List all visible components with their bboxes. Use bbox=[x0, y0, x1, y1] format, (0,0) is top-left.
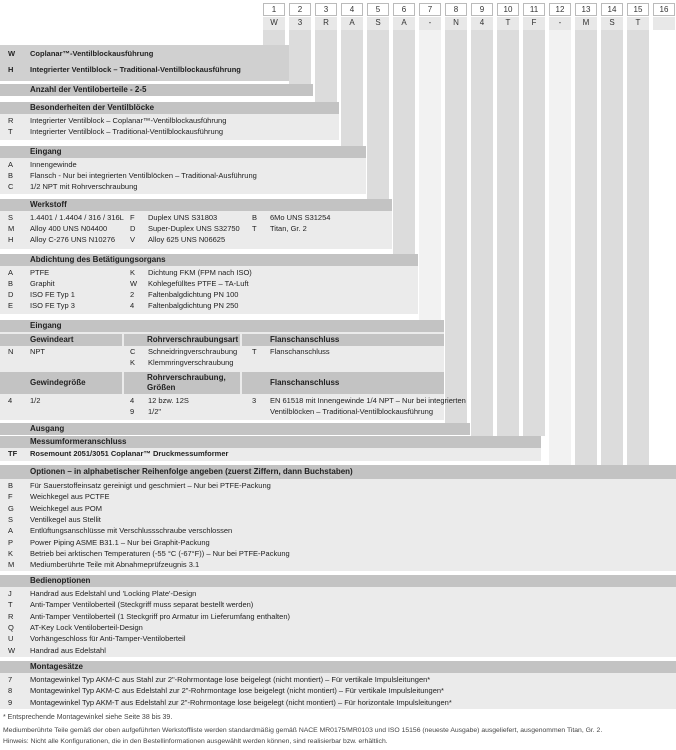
item-code: 9 bbox=[8, 697, 13, 707]
item-text: Betrieb bei arktischen Temperaturen (-55 °C (-67°F)) – Nur bei PTFE-Packung bbox=[30, 548, 290, 558]
item-text: Faltenbalgdichtung PN 250 bbox=[148, 301, 239, 310]
column-strip bbox=[497, 30, 519, 436]
besonderheiten-header: Besonderheiten der Ventilblöcke bbox=[0, 102, 339, 114]
item-code: W bbox=[130, 279, 138, 288]
code-value: 3 bbox=[289, 17, 311, 30]
code-value: 4 bbox=[471, 17, 493, 30]
item-text: Alloy 400 UNS N04400 bbox=[30, 224, 108, 233]
list-item-code: T bbox=[252, 347, 257, 356]
column-strip bbox=[263, 30, 285, 45]
item-code: M bbox=[8, 224, 15, 233]
item-text: Dichtung FKM (FPM nach ISO) bbox=[148, 268, 252, 277]
item-code: K bbox=[130, 268, 136, 277]
flansch2-header: Flanschanschluss bbox=[242, 372, 444, 394]
item-code: 7 bbox=[8, 675, 13, 684]
item-text: Alloy 625 UNS N06625 bbox=[148, 235, 226, 244]
item-code: 2 bbox=[130, 290, 135, 299]
column-strip bbox=[471, 30, 493, 436]
montagesaetze-body bbox=[0, 673, 676, 709]
item-code: J bbox=[8, 589, 12, 598]
code-value: T bbox=[497, 17, 519, 30]
column-strip bbox=[289, 30, 311, 84]
item-code: G bbox=[8, 503, 14, 513]
code-position-number: 5 bbox=[367, 3, 389, 16]
footnote-star: * Entsprechende Montagewinkel siehe Seite 38 bis 39. bbox=[3, 714, 173, 721]
item-text: Alloy C-276 UNS N10276 bbox=[30, 235, 116, 244]
item-code: A bbox=[8, 268, 14, 277]
code-position-number: 3 bbox=[315, 3, 337, 16]
item-text: Weichkegel aus POM bbox=[30, 503, 102, 513]
list-item-code: K bbox=[130, 358, 136, 367]
code-position-number: 12 bbox=[549, 3, 571, 16]
item-code: E bbox=[8, 301, 14, 310]
werkstoff-header: Werkstoff bbox=[0, 199, 392, 211]
item-code: S bbox=[8, 514, 14, 524]
item-text: Graphit bbox=[30, 279, 55, 288]
list-item-code: C bbox=[130, 347, 136, 356]
flansch-header: Flanschanschluss bbox=[242, 334, 444, 346]
item-text: Handrad aus Edelstahl und 'Locking Plate'-Design bbox=[30, 589, 197, 598]
item-code: F bbox=[8, 492, 13, 502]
column-strip bbox=[419, 30, 441, 320]
code-value: N bbox=[445, 17, 467, 30]
column-strip bbox=[627, 30, 649, 465]
item-code: Q bbox=[8, 622, 14, 632]
list-item-code: 3 bbox=[252, 396, 257, 405]
item-text: Anti-Tamper Ventiloberteil (1 Steckgriff pro Armatur im Lieferumfang enthalten) bbox=[30, 611, 290, 621]
list-item-code: 4 bbox=[130, 396, 135, 405]
ausgang-header: Ausgang bbox=[0, 423, 470, 435]
code-position-number: 15 bbox=[627, 3, 649, 16]
list-item-text: EN 61518 mit Innengewinde 1/4 NPT – Nur bei integrierten bbox=[270, 396, 466, 405]
code-value bbox=[653, 17, 675, 30]
item-text: ISO FE Typ 3 bbox=[30, 301, 75, 310]
rohrgroesse-header: Rohrverschraubung, Größen bbox=[124, 372, 240, 394]
item-text: Montagewinkel Typ AKM-C aus Edelstahl zur 2"-Rohrmontage lose beigelegt (nicht montiert) – Für vertikale Impulsleitungen* bbox=[30, 686, 444, 696]
item-code: U bbox=[8, 634, 14, 644]
item-text: Mediumberührte Teile mit Abnahmeprüfzeugnis 3.1 bbox=[30, 560, 200, 570]
item-code: T bbox=[252, 224, 257, 233]
column-strip bbox=[315, 30, 337, 102]
item-code: M bbox=[8, 560, 15, 570]
item-text: Anti-Tamper Ventiloberteil (Steckgriff muss separat bestellt werden) bbox=[30, 600, 254, 610]
item-text: Weichkegel aus PCTFE bbox=[30, 492, 110, 502]
werkstoff-body bbox=[0, 211, 392, 249]
item-code: B bbox=[252, 213, 258, 222]
code-value: A bbox=[393, 17, 415, 30]
footnote-line1: Mediumberührte Teile gemäß der oben aufgeführten Werkstoffliste werden standardmäßig gemäß NACE MR0175/MR0103 und ISO 15156 (neueste Ausgabe) ausgeliefert, ausgenommen Titan, Gr. 2. bbox=[3, 727, 603, 734]
item-code: D bbox=[8, 290, 14, 299]
item-code: B bbox=[8, 481, 14, 490]
code-value: M bbox=[575, 17, 597, 30]
optionen-body bbox=[0, 479, 676, 571]
item-code: S bbox=[8, 213, 14, 222]
item-text: ISO FE Typ 1 bbox=[30, 290, 75, 299]
list-item-text: Flanschanschluss bbox=[270, 347, 330, 356]
bedienoptionen-body bbox=[0, 587, 676, 657]
anzahl-header: Anzahl der Ventiloberteile - 2-5 bbox=[0, 84, 313, 96]
item-code: K bbox=[8, 548, 14, 558]
eingang2-header: Eingang bbox=[0, 320, 444, 332]
column-strip bbox=[523, 30, 545, 436]
item-text: AT-Key Lock Ventiloberteil-Design bbox=[30, 622, 143, 632]
abdichtung-body bbox=[0, 266, 418, 314]
item-code: P bbox=[8, 537, 14, 547]
code-value: S bbox=[601, 17, 623, 30]
item-text: Kohlegefülltes PTFE – TA-Luft bbox=[148, 279, 249, 288]
code-value: R bbox=[315, 17, 337, 30]
eingang-header: Eingang bbox=[0, 146, 366, 158]
code-position-number: 4 bbox=[341, 3, 363, 16]
item-text: Faltenbalgdichtung PN 100 bbox=[148, 290, 239, 299]
item-text: Power Piping ASME B31.1 – Nur bei Graphit-Packung bbox=[30, 537, 210, 547]
item-text: 1.4401 / 1.4404 / 316 / 316L bbox=[30, 213, 124, 222]
list-item-code: 9 bbox=[130, 407, 135, 416]
bedienoptionen-header: Bedienoptionen bbox=[0, 575, 676, 587]
item-code: B bbox=[8, 279, 14, 288]
gewindeart-header: Gewindeart bbox=[0, 334, 122, 346]
item-text: Für Sauerstoffeinsatz gereinigt und geschmiert – Nur bei PTFE-Packung bbox=[30, 481, 271, 490]
column-strip bbox=[549, 30, 571, 465]
list-item-text: 12 bzw. 12S bbox=[148, 396, 189, 405]
item-code: W bbox=[8, 645, 16, 655]
item-text: PTFE bbox=[30, 268, 50, 277]
code-position-number: 7 bbox=[419, 3, 441, 16]
item-text: Titan, Gr. 2 bbox=[270, 224, 307, 233]
list-item-text: Schneidringverschraubung bbox=[148, 347, 238, 356]
code-value: W bbox=[263, 17, 285, 30]
item-code: 4 bbox=[130, 301, 135, 310]
column-strip bbox=[367, 30, 389, 199]
item-text: Ventilkegel aus Stellit bbox=[30, 514, 101, 524]
code-position-number: 11 bbox=[523, 3, 545, 16]
code-position-number: 13 bbox=[575, 3, 597, 16]
column-strip bbox=[601, 30, 623, 465]
code-position-number: 16 bbox=[653, 3, 675, 16]
optionen-header: Optionen – in alphabetischer Reihenfolge angeben (zuerst Ziffern, dann Buchstaben) bbox=[0, 465, 676, 479]
item-code: H bbox=[8, 235, 14, 244]
messumformer-body: TF Rosemount 2051/3051 Coplanar™ Druckmessumformer bbox=[0, 448, 541, 461]
code-position-number: 6 bbox=[393, 3, 415, 16]
code-position-number: 14 bbox=[601, 3, 623, 16]
code-position-number: 9 bbox=[471, 3, 493, 16]
besonderheiten-body: R Integrierter Ventilblock – Coplanar™-Ventilblockausführung T Integrierter Ventilblock – Traditional-Ventilblockausführung bbox=[0, 114, 339, 140]
montagesaetze-header: Montagesätze bbox=[0, 661, 676, 673]
footnote-line2: Hinweis: Nicht alle Konfigurationen, die in den Bestellinformationen ausgewählt werden können, sind realisierbar bzw. erhältlich. bbox=[3, 738, 388, 745]
list-item-text: Ventilblöcken – Traditional-Ventilblockausführung bbox=[270, 407, 434, 416]
code-position-number: 1 bbox=[263, 3, 285, 16]
item-code: T bbox=[8, 600, 13, 610]
code-value: - bbox=[419, 17, 441, 30]
item-text: 6Mo UNS S31254 bbox=[270, 213, 331, 222]
list-item-text: Klemmringverschraubung bbox=[148, 358, 234, 367]
top-options: W Coplanar™-Ventilblockausführung H Integrierter Ventilblock – Traditional-Ventilblockausführung bbox=[0, 45, 289, 81]
code-position-number: 8 bbox=[445, 3, 467, 16]
item-code: F bbox=[130, 213, 135, 222]
code-value: - bbox=[549, 17, 571, 30]
item-text: Montagewinkel Typ AKM-C aus Stahl zur 2"-Rohrmontage lose beigelegt (nicht montiert) – Für vertikale Impulsleitungen* bbox=[30, 675, 431, 684]
item-code: R bbox=[8, 611, 14, 621]
eingang-body: A Innengewinde B Flansch - Nur bei integrierten Ventilblöcken – Traditional-Ausführung C 1/2 NPT mit Rohrverschraubung bbox=[0, 158, 366, 194]
code-value: F bbox=[523, 17, 545, 30]
rohrart-header: Rohrverschraubungsart bbox=[124, 334, 240, 346]
item-text: Duplex UNS S31803 bbox=[148, 213, 218, 222]
column-strip bbox=[575, 30, 597, 465]
column-strip bbox=[445, 30, 467, 423]
code-value: A bbox=[341, 17, 363, 30]
code-position-number: 10 bbox=[497, 3, 519, 16]
item-code: A bbox=[8, 526, 14, 536]
item-text: Montagewinkel Typ AKM-T aus Edelstahl zur 2"-Rohrmontage lose beigelegt (nicht montiert) – Für horizontale Impulsleitungen* bbox=[30, 697, 452, 707]
item-code: V bbox=[130, 235, 136, 244]
column-strip bbox=[393, 30, 415, 254]
item-text: Handrad aus Edelstahl bbox=[30, 645, 106, 655]
messumformer-header: Messumformeranschluss bbox=[0, 436, 541, 448]
item-code: D bbox=[130, 224, 136, 233]
item-text: Vorhängeschloss für Anti-Tamper-Ventiloberteil bbox=[30, 634, 186, 644]
item-code: 8 bbox=[8, 686, 13, 696]
item-text: Entlüftungsanschlüsse mit Verschlussschraube verschlossen bbox=[30, 526, 233, 536]
code-position-number: 2 bbox=[289, 3, 311, 16]
gewindegroesse-header: Gewindegröße bbox=[0, 372, 122, 394]
code-value: S bbox=[367, 17, 389, 30]
item-text: Super-Duplex UNS S32750 bbox=[148, 224, 240, 233]
list-item-text: 1/2" bbox=[148, 407, 162, 416]
code-value: T bbox=[627, 17, 649, 30]
column-strip bbox=[341, 30, 363, 146]
abdichtung-header: Abdichtung des Betätigungsorgans bbox=[0, 254, 418, 266]
